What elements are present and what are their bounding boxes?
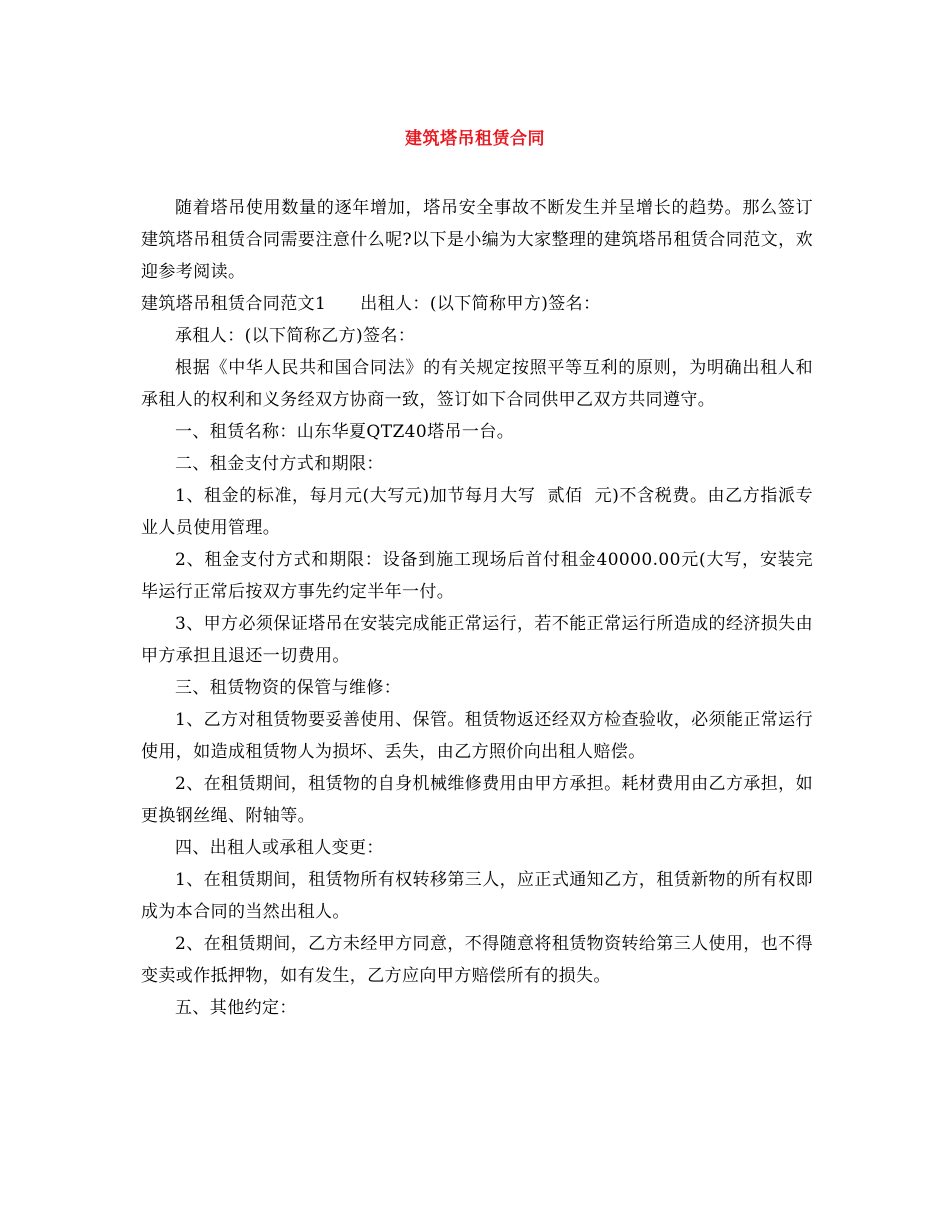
- clause-paragraph: 2、在租赁期间，租赁物的自身机械维修费用由甲方承担。耗材费用由乙方承担，如更换钢丝绳、附轴等。: [141, 774, 813, 826]
- lessor-line: 出租人：(以下简称甲方)签名：: [360, 294, 601, 314]
- clause-paragraph: 1、乙方对租赁物要妥善使用、保管。租赁物返还经双方检查验收，必须能正常运行使用，如造成租赁物人为损坏、丢失，由乙方照价向出租人赔偿。: [141, 710, 813, 762]
- intro-paragraph: 随着塔吊使用数量的逐年增加，塔吊安全事故不断发生并呈增长的趋势。那么签订建筑塔吊租赁合同需要注意什么呢?以下是小编为大家整理的建筑塔吊租赁合同范文，欢迎参考阅读。: [141, 198, 813, 282]
- document-body: [141, 192, 813, 1024]
- clause-paragraph: 2、租金支付方式和期限：设备到施工现场后首付租金40000.00元(大写，安装完毕运行正常后按双方事先约定半年一付。: [141, 550, 813, 602]
- clause-paragraph: 根据《中华人民共和国合同法》的有关规定按照平等互利的原则，为明确出租人和承租人的权利和义务经双方协商一致，签订如下合同供甲乙双方共同遵守。: [141, 358, 813, 410]
- clause-paragraph: 1、租金的标准，每月元(大写元)加节每月大写 贰佰 元)不含税费。由乙方指派专业人员使用管理。: [141, 486, 813, 538]
- clause-paragraph: 四、出租人或承租人变更：: [175, 838, 384, 858]
- document-title: 建筑塔吊租赁合同: [405, 129, 545, 149]
- clause-paragraph: 三、租赁物资的保管与维修：: [175, 678, 402, 698]
- clause-paragraph: 五、其他约定：: [175, 998, 297, 1018]
- sample-label: 建筑塔吊租赁合同范文1: [141, 294, 327, 314]
- sample-heading-line: [141, 288, 813, 320]
- clause-paragraph: 3、甲方必须保证塔吊在安装完成能正常运行，若不能正常运行所造成的经济损失由甲方承担且退还一切费用。: [141, 614, 813, 666]
- clause-paragraph: 一、租赁名称：山东华夏QTZ40塔吊一台。: [175, 422, 515, 442]
- clause-paragraph: 1、在租赁期间，租赁物所有权转移第三人，应正式通知乙方，租赁新物的所有权即成为本合同的当然出租人。: [141, 870, 813, 922]
- clause-paragraph: 2、在租赁期间，乙方未经甲方同意，不得随意将租赁物资转给第三人使用，也不得变卖或作抵押物，如有发生，乙方应向甲方赔偿所有的损失。: [141, 934, 813, 986]
- clause-paragraph: 二、租金支付方式和期限：: [175, 454, 384, 474]
- lessee-line: 承租人：(以下简称乙方)签名：: [175, 326, 416, 346]
